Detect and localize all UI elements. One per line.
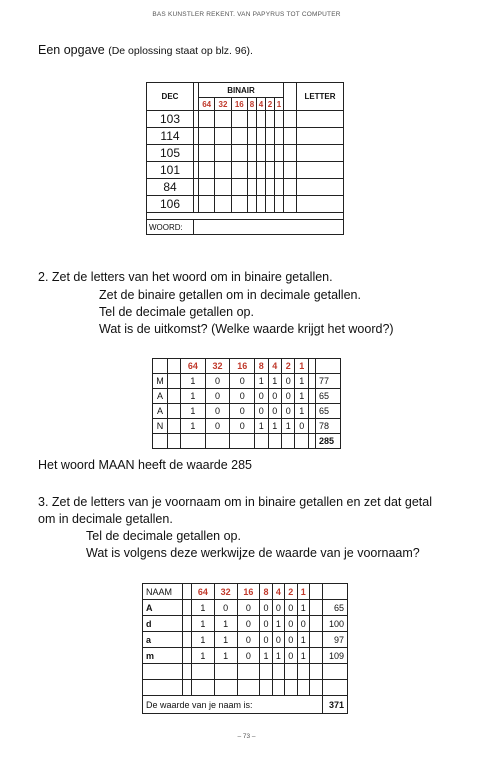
running-header: BAS KUNSTLER REKENT. VAN PAPYRUS TOT COMPUTER — [152, 11, 341, 18]
table-row — [147, 145, 344, 162]
dec-cell: 105 — [147, 145, 194, 162]
table-row — [147, 128, 344, 145]
table-row — [143, 616, 348, 632]
bit-header: 4 — [268, 359, 281, 374]
total-value: 371 — [323, 696, 348, 714]
bit-cell: 0 — [297, 616, 309, 632]
maan-table — [152, 358, 341, 449]
value-cell: 65 — [316, 389, 341, 404]
table-row — [153, 404, 341, 419]
bit-cell: 0 — [282, 374, 295, 389]
bit-header: 1 — [274, 98, 283, 111]
bit-cell: 0 — [237, 600, 260, 616]
q2-title: 2. Zet de letters van het woord om in binaire getallen. — [38, 270, 333, 284]
bit-header: 32 — [214, 584, 237, 600]
bit-cell: 0 — [285, 600, 297, 616]
letter-cell: M — [153, 374, 168, 389]
bit-header: 4 — [256, 98, 265, 111]
letter-cell: N — [153, 419, 168, 434]
binair-header: BINAIR — [199, 83, 284, 98]
bit-header: 16 — [230, 359, 255, 374]
letter-cell: a — [143, 632, 183, 648]
bit-header: 2 — [265, 98, 274, 111]
bit-cell: 0 — [272, 600, 284, 616]
dec-header: DEC — [147, 83, 194, 111]
name-table — [142, 583, 348, 714]
letter-cell: A — [153, 404, 168, 419]
bit-cell: 0 — [230, 404, 255, 419]
q3-title-line2: om in decimale getallen. — [38, 512, 173, 526]
bit-header: 16 — [231, 98, 247, 111]
table-row — [153, 389, 341, 404]
bit-cell: 0 — [285, 648, 297, 664]
page-number: – 73 – — [237, 733, 256, 740]
bit-cell: 0 — [237, 616, 260, 632]
bit-cell: 0 — [260, 632, 272, 648]
dec-cell: 84 — [147, 179, 194, 196]
bit-cell: 0 — [260, 616, 272, 632]
table-row — [143, 648, 348, 664]
bit-cell: 0 — [205, 404, 230, 419]
bit-cell: 1 — [297, 600, 309, 616]
letter-cell: A — [153, 389, 168, 404]
bit-cell: 1 — [181, 389, 206, 404]
bit-cell: 1 — [260, 648, 272, 664]
bit-header: 1 — [295, 359, 309, 374]
bit-header: 64 — [199, 98, 215, 111]
bit-cell: 0 — [230, 419, 255, 434]
q3-line: Wat is volgens deze werkwijze de waarde van je voornaam? — [86, 546, 420, 560]
intro-note: (De oplossing staat op blz. 96). — [108, 45, 253, 57]
q2-line: Wat is de uitkomst? (Welke waarde krijgt het woord?) — [99, 322, 394, 336]
dec-cell: 103 — [147, 111, 194, 128]
bit-cell: 0 — [255, 389, 268, 404]
letter-cell: A — [143, 600, 183, 616]
bit-cell: 1 — [268, 419, 281, 434]
table-row — [147, 111, 344, 128]
value-cell: 77 — [316, 374, 341, 389]
q2-line: Zet de binaire getallen om in decimale getallen. — [99, 288, 361, 302]
table-row — [147, 162, 344, 179]
bit-cell: 1 — [255, 374, 268, 389]
q3-title-line1: 3. Zet de letters van je voornaam om in binaire getallen en zet dat getal — [38, 495, 432, 509]
bit-cell: 1 — [214, 616, 237, 632]
table-row — [147, 196, 344, 213]
value-cell: 78 — [316, 419, 341, 434]
word-answer-cell — [194, 220, 344, 235]
bit-cell: 0 — [205, 389, 230, 404]
bit-cell: 0 — [295, 419, 309, 434]
bit-cell: 0 — [230, 389, 255, 404]
exercise-table — [146, 82, 344, 235]
bit-header: 8 — [260, 584, 272, 600]
bit-cell: 1 — [295, 404, 309, 419]
bit-header-row — [143, 584, 348, 600]
bit-cell: 0 — [230, 374, 255, 389]
bit-cell: 0 — [237, 648, 260, 664]
bit-cell: 0 — [205, 374, 230, 389]
table-row — [143, 600, 348, 616]
bit-cell: 1 — [255, 419, 268, 434]
bit-cell: 0 — [260, 600, 272, 616]
intro-line — [38, 42, 253, 59]
q3-line: Tel de decimale getallen op. — [86, 529, 241, 543]
total-row — [143, 696, 348, 714]
bit-cell: 1 — [181, 374, 206, 389]
word-label: WOORD: — [147, 220, 194, 235]
bit-cell: 0 — [237, 632, 260, 648]
naam-header: NAAM — [143, 584, 183, 600]
bit-cell: 1 — [268, 374, 281, 389]
bit-header: 64 — [192, 584, 215, 600]
bit-cell: 0 — [282, 404, 295, 419]
word-row — [147, 220, 344, 235]
bit-header: 2 — [285, 584, 297, 600]
letter-header: LETTER — [297, 83, 344, 111]
bit-cell: 1 — [192, 616, 215, 632]
intro-main: Een opgave — [38, 43, 105, 57]
bit-cell: 1 — [282, 419, 295, 434]
bit-cell: 0 — [285, 632, 297, 648]
bit-cell: 0 — [282, 389, 295, 404]
bit-header: 16 — [237, 584, 260, 600]
bit-header: 32 — [205, 359, 230, 374]
bit-cell: 1 — [192, 632, 215, 648]
bit-cell: 1 — [297, 648, 309, 664]
q2-result: Het woord MAAN heeft de waarde 285 — [38, 458, 253, 472]
bit-header: 8 — [247, 98, 256, 111]
table-row — [143, 632, 348, 648]
empty-row — [143, 680, 348, 696]
bit-header: 32 — [215, 98, 231, 111]
bit-cell: 1 — [214, 632, 237, 648]
letter-cell: d — [143, 616, 183, 632]
bit-header: 64 — [181, 359, 206, 374]
total-value: 285 — [316, 434, 341, 449]
bit-cell: 1 — [272, 616, 284, 632]
q2-line: Tel de decimale getallen op. — [99, 305, 254, 319]
table-row — [153, 374, 341, 389]
value-cell: 100 — [323, 616, 348, 632]
dec-cell: 101 — [147, 162, 194, 179]
value-cell: 97 — [323, 632, 348, 648]
value-cell: 109 — [323, 648, 348, 664]
bit-cell: 1 — [295, 374, 309, 389]
bit-cell: 1 — [192, 648, 215, 664]
bit-cell: 1 — [192, 600, 215, 616]
bit-cell: 0 — [268, 389, 281, 404]
table-row — [147, 179, 344, 196]
bit-cell: 0 — [285, 616, 297, 632]
bit-header-row — [153, 359, 341, 374]
bit-cell: 0 — [272, 632, 284, 648]
letter-cell: m — [143, 648, 183, 664]
bit-cell: 1 — [181, 419, 206, 434]
bit-cell: 0 — [205, 419, 230, 434]
total-label: De waarde van je naam is: — [143, 696, 323, 714]
bit-cell: 0 — [268, 404, 281, 419]
bit-cell: 1 — [295, 389, 309, 404]
total-row — [153, 434, 341, 449]
bit-header: 2 — [282, 359, 295, 374]
bit-cell: 1 — [272, 648, 284, 664]
bit-cell: 1 — [181, 404, 206, 419]
value-cell: 65 — [316, 404, 341, 419]
bit-cell: 1 — [214, 648, 237, 664]
dec-cell: 114 — [147, 128, 194, 145]
bit-cell: 0 — [255, 404, 268, 419]
bit-cell: 0 — [214, 600, 237, 616]
table-row — [153, 419, 341, 434]
bit-header: 4 — [272, 584, 284, 600]
bit-header: 1 — [297, 584, 309, 600]
dec-cell: 106 — [147, 196, 194, 213]
value-cell: 65 — [323, 600, 348, 616]
bit-cell: 1 — [297, 632, 309, 648]
empty-row — [143, 664, 348, 680]
bit-header: 8 — [255, 359, 268, 374]
